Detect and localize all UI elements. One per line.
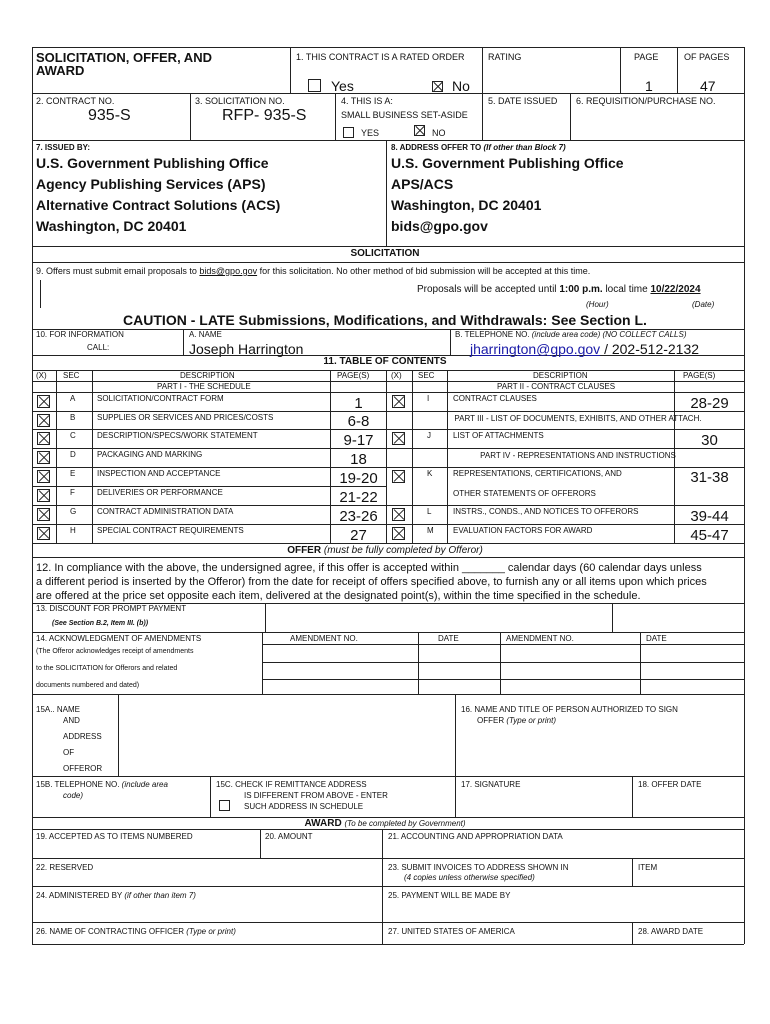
toc-section-desc: SPECIAL CONTRACT REQUIREMENTS [97,526,244,535]
toc-checkbox[interactable] [392,395,405,408]
invoices-label-2: (4 copies unless otherwise specified) [404,873,535,882]
toc-section-letter: K [427,469,433,478]
toc-checkbox[interactable] [37,489,50,502]
toc-section-pages: 19-20 [339,470,378,487]
offeror-name-address-field[interactable] [119,695,454,775]
form-title-line2: AWARD [36,63,85,78]
toc-checkbox[interactable] [392,432,405,445]
toc-checkbox[interactable] [392,508,405,521]
toc-checkbox[interactable] [37,470,50,483]
accounting-label: 21. ACCOUNTING AND APPROPRIATION DATA [388,832,563,841]
toc-section-letter: G [70,507,77,516]
date-caption: (Date) [692,300,715,309]
toc-section-letter: A [70,394,76,403]
authorized-person-field[interactable] [456,728,743,775]
usa-label: 27. UNITED STATES OF AMERICA [388,927,515,936]
sb-no-checkbox[interactable] [414,125,425,136]
toc-part1: PART I - THE SCHEDULE [157,382,251,391]
toc-section-desc: EVALUATION FACTORS FOR AWARD [453,526,593,535]
sb-no-label: NO [432,128,446,138]
toc-section-pages: 1 [354,395,363,412]
administered-by-label: 24. ADMINISTERED BY (if other than item 7) [36,891,196,900]
toc-col-sec: SEC [63,371,80,380]
accepted-items-label: 19. ACCEPTED AS TO ITEMS NUMBERED [36,832,193,841]
address-offer-label: 8. ADDRESS OFFER TO (If other than Block 7) [391,143,566,152]
toc-section-desc: SUPPLIES OR SERVICES AND PRICES/COSTS [97,413,274,422]
toc-col-pages: PAGE(S) [683,371,716,380]
offer-paragraph-line: a different period is inserted by the Offeror) from the date for receipt of offers specified above, to furnish any or all items upon which prices [36,576,707,588]
toc-section-desc: SOLICITATION/CONTRACT FORM [97,394,224,403]
toc-section-letter: I [427,394,430,403]
toc-checkbox[interactable] [37,451,50,464]
offer-date-label: 18. OFFER DATE [638,780,702,789]
offer-paragraph-line: are offered at the price set opposite each item, delivered at the designated point(s), within the time specified in the schedule. [36,590,641,602]
of-pages-value: 47 [700,78,716,94]
telephone-offeror-label-2: code) [63,791,84,800]
toc-section-pages: 31-38 [690,469,729,486]
offer-heading: OFFER (must be fully completed by Offeror) [287,545,483,556]
toc-section-pages: 21-22 [339,489,378,506]
toc-section-pages: 23-26 [339,508,378,525]
address-offer-line: U.S. Government Publishing Office [391,155,624,171]
toc-section-letter: C [70,431,76,440]
address-offer-line: Washington, DC 20401 [391,197,542,213]
ack-text: documents numbered and dated) [36,682,140,689]
contracting-officer-label: 26. NAME OF CONTRACTING OFFICER (Type or print) [36,927,236,936]
name-address-label: OFFEROR [63,764,103,773]
toc-section-letter: L [427,507,432,516]
solicitation-no-label: 3. SOLICITATION NO. [195,96,285,106]
of-pages-label: OF PAGES [684,52,730,62]
caution-text: CAUTION - LATE Submissions, Modifications, and Withdrawals: See Section L. [123,312,647,328]
toc-checkbox[interactable] [392,470,405,483]
toc-section-desc: DESCRIPTION/SPECS/WORK STATEMENT [97,431,258,440]
issued-by-label: 7. ISSUED BY: [36,143,91,152]
amendment-date-label: DATE [646,634,667,643]
rated-no-checkbox[interactable] [432,81,443,92]
toc-col-desc: DESCRIPTION [180,371,235,380]
telephone-offeror-label: 15B. TELEPHONE NO. (include area [36,780,168,789]
toc-section-desc: CONTRACT CLAUSES [453,394,537,403]
requisition-label: 6. REQUISITION/PURCHASE NO. [576,96,716,106]
toc-checkbox[interactable] [37,395,50,408]
rated-no-label: No [452,78,470,94]
solicitation-no-value: RFP- 935-S [222,107,307,124]
toc-col-pages: PAGE(S) [337,371,370,380]
remittance-label-3: SUCH ADDRESS IN SCHEDULE [244,802,364,811]
authorized-person-label-2: OFFER (Type or print) [477,716,556,725]
toc-section-letter: D [70,450,76,459]
toc-section-letter: B [70,413,76,422]
payment-label: 25. PAYMENT WILL BE MADE BY [388,891,511,900]
small-business-label: SMALL BUSINESS SET-ASIDE [341,110,468,120]
ack-text: (The Offeror acknowledges receipt of amendments [36,648,194,655]
sb-yes-label: YES [361,128,380,138]
sb-yes-checkbox[interactable] [343,127,354,138]
toc-section-pages: 9-17 [343,432,374,449]
toc-section-letter: H [70,526,76,535]
name-address-label: AND [63,716,80,725]
toc-section-desc: PACKAGING AND MARKING [97,450,203,459]
toc-heading: 11. TABLE OF CONTENTS [323,356,447,367]
toc-col-x: (X) [391,371,402,380]
signature-label: 17. SIGNATURE [461,780,521,789]
toc-section-pages: 39-44 [690,508,729,525]
toc-col-x: (X) [36,371,47,380]
authorized-person-label: 16. NAME AND TITLE OF PERSON AUTHORIZED TO SIGN [461,705,678,714]
toc-checkbox[interactable] [37,527,50,540]
amendment-date-label: DATE [438,634,459,643]
accepted-until-line: Proposals will be accepted until 1:00 p.m. local time 10/22/2024 [417,284,701,295]
toc-section-letter: J [427,431,431,440]
name-address-label: 15A.. NAME [36,705,81,714]
address-offer-line: APS/ACS [391,176,454,192]
solicitation-heading: SOLICITATION [350,248,420,259]
for-info-call-label: CALL: [87,343,110,352]
toc-checkbox[interactable] [392,527,405,540]
signature-field[interactable] [456,792,631,816]
contract-no-value: 935-S [88,107,131,124]
toc-section-desc: OTHER STATEMENTS OF OFFERORS [453,489,596,498]
toc-col-sec: SEC [418,371,435,380]
toc-section-letter: E [70,469,76,478]
rated-yes-checkbox[interactable] [308,79,321,92]
toc-section-pages: 45-47 [690,527,729,544]
this-is-a-label: 4. THIS IS A: [341,96,393,106]
form-title-line1: SOLICITATION, OFFER, AND [36,50,212,65]
telephone-label: B. TELEPHONE NO. (include area code) (NO COLLECT CALLS) [455,330,687,339]
contract-no-label: 2. CONTRACT NO. [36,96,115,106]
issued-by-line: Washington, DC 20401 [36,218,187,234]
offer-paragraph-line: 12. In compliance with the above, the undersigned agree, if this offer is accepted within _______ calendar days (60 calendar days unless [36,562,702,574]
toc-col-desc: DESCRIPTION [533,371,588,380]
toc-section-letter: M [427,526,434,535]
for-info-label: 10. FOR INFORMATION [36,330,124,339]
toc-part-heading: PART IV - REPRESENTATIONS AND INSTRUCTIONS [480,451,676,460]
toc-section-desc: REPRESENTATIONS, CERTIFICATIONS, AND [453,469,622,478]
toc-section-desc: LIST OF ATTACHMENTS [453,431,544,440]
remittance-label: 15C. CHECK IF REMITTANCE ADDRESS [216,780,367,789]
amendment-no-label: AMENDMENT NO. [290,634,358,643]
toc-section-letter: F [70,488,75,497]
toc-section-desc: DELIVERIES OR PERFORMANCE [97,488,223,497]
rated-order-label: 1. THIS CONTRACT IS A RATED ORDER [296,52,465,62]
address-offer-email[interactable]: bids@gpo.gov [391,218,488,234]
amendment-no-label: AMENDMENT NO. [506,634,574,643]
reserved-label: 22. RESERVED [36,863,94,872]
remittance-label-2: IS DIFFERENT FROM ABOVE - ENTER [244,791,388,800]
contact-name-value: Joseph Harrington [189,341,304,357]
toc-part2: PART II - CONTRACT CLAUSES [497,382,616,391]
toc-checkbox[interactable] [37,432,50,445]
hour-caption: (Hour) [586,300,609,309]
issued-by-line: Alternative Contract Solutions (ACS) [36,197,281,213]
invoices-label: 23. SUBMIT INVOICES TO ADDRESS SHOWN IN [388,863,569,872]
toc-section-pages: 30 [701,432,718,449]
bids-email-link[interactable]: bids@gpo.gov [199,266,258,276]
contact-email-phone: jharrington@gpo.gov / 202-512-2132 [470,341,700,357]
contact-email-link[interactable]: jharrington@gpo.gov [470,341,601,357]
issued-by-line: Agency Publishing Services (APS) [36,176,266,192]
name-address-label: ADDRESS [63,732,102,741]
toc-checkbox[interactable] [37,414,50,427]
discount-reference: (See Section B.2, Item III. (b)) [52,620,149,627]
rating-label: RATING [488,52,522,62]
toc-section-pages: 27 [350,527,367,544]
item-label: ITEM [638,863,658,872]
award-heading: AWARD (To be completed by Government) [304,818,466,829]
remittance-checkbox[interactable] [219,800,230,811]
ack-text: to the SOLICITATION for Offerors and related [36,665,178,672]
page-label: PAGE [634,52,659,62]
amount-label: 20. AMOUNT [265,832,313,841]
award-date-label: 28. AWARD DATE [638,927,704,936]
name-label: A. NAME [189,330,222,339]
offers-instruction: 9. Offers must submit email proposals to bids@gpo.gov for this solicitation. No other method of bid submission will be accepted at this time. [36,266,591,276]
toc-section-desc: INSPECTION AND ACCEPTANCE [97,469,221,478]
toc-section-desc: INSTRS., CONDS., AND NOTICES TO OFFERORS [453,507,639,516]
rated-yes-label: Yes [331,78,354,94]
discount-label: 13. DISCOUNT FOR PROMPT PAYMENT [36,604,187,613]
ack-label: 14. ACKNOWLEDGMENT OF AMENDMENTS [36,634,202,643]
toc-checkbox[interactable] [37,508,50,521]
date-issued-label: 5. DATE ISSUED [488,96,558,106]
issued-by-line: U.S. Government Publishing Office [36,155,269,171]
toc-section-pages: 18 [350,451,367,468]
toc-section-pages: 6-8 [347,413,370,430]
toc-part-heading: PART III - LIST OF DOCUMENTS, EXHIBITS, AND OTHER ATTACH. [454,414,702,423]
page-value: 1 [645,78,653,94]
toc-section-desc: CONTRACT ADMINISTRATION DATA [97,507,234,516]
name-address-label: OF [63,748,75,757]
toc-section-pages: 28-29 [690,395,729,412]
